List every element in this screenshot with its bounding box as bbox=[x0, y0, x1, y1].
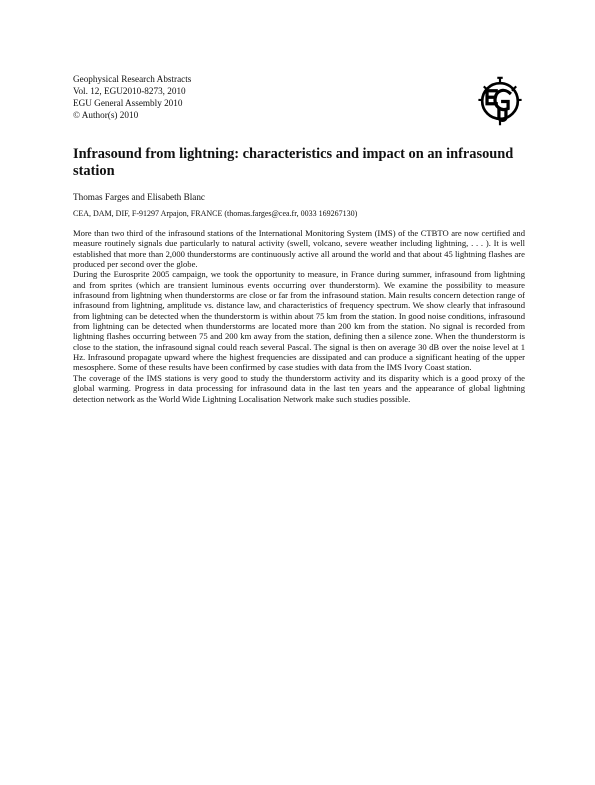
journal-name: Geophysical Research Abstracts bbox=[73, 74, 192, 84]
assembly-info: EGU General Assembly 2010 bbox=[73, 98, 183, 108]
affiliation: CEA, DAM, DIF, F-91297 Arpajon, FRANCE (thomas.farges@cea.fr, 0033 169267130) bbox=[73, 209, 358, 218]
abstract-body bbox=[73, 228, 525, 404]
egu-logo bbox=[473, 74, 527, 128]
abstract-paragraph-3: The coverage of the IMS stations is very good to study the thunderstorm activity and its disparity which is a good proxy of the global warming. Progress in data processing for infrasound data in the last ten years and the appearance of global lightning detection network as the World Wide Lightning Localisation Network make such studies possible. bbox=[73, 372, 525, 404]
abstract-paragraph-1: More than two third of the infrasound stations of the International Monitoring System (IMS) of the CTBTO are now certified and measure routinely signals due particularly to natural activity (swell, volcano, severe weather including lightning, . . . ). It is well established that more than 2,000 thunderstorms are continuously active all around the world and that about 45 lightning flashes are produced per second over the globe. bbox=[73, 228, 525, 270]
copyright-notice: © Author(s) 2010 bbox=[73, 110, 139, 120]
journal-header bbox=[73, 73, 333, 121]
volume-info: Vol. 12, EGU2010-8273, 2010 bbox=[73, 86, 186, 96]
author-list: Thomas Farges and Elisabeth Blanc bbox=[73, 192, 205, 202]
abstract-paragraph-2: During the Eurosprite 2005 campaign, we took the opportunity to measure, in France during summer, infrasound from lightning and from sprites (which are transient luminous events occurring over thunderstorm). We examine the possibility to measure infrasound from lightning when thunderstorms are close or far from the infrasound station. Main results concern detection range of infrasound from lightning, amplitude vs. distance law, and characteristics of frequency spectrum. We show clearly that infrasound from lightning can be detected when the thunderstorm is within about 75 km from the station. In good noise conditions, infrasound from lightning can be detected when thunderstorms are located more than 200 km from the station. No signal is recorded from lightning flashes occurring between 75 and 200 km away from the station, defining then a silence zone. When the thunderstorm is close to the station, the infrasound signal could reach several Pascal. The signal is then on average 30 dB over the noise level at 1 Hz. Infrasound propagate upward where the highest frequencies are dissipated and can produce a significant heating of the upper mesosphere. Some of these results have been confirmed by case studies with data from the IMS Ivory Coast station. bbox=[73, 269, 525, 373]
paper-title: Infrasound from lightning: characteristics and impact on an infrasound station bbox=[73, 146, 514, 179]
